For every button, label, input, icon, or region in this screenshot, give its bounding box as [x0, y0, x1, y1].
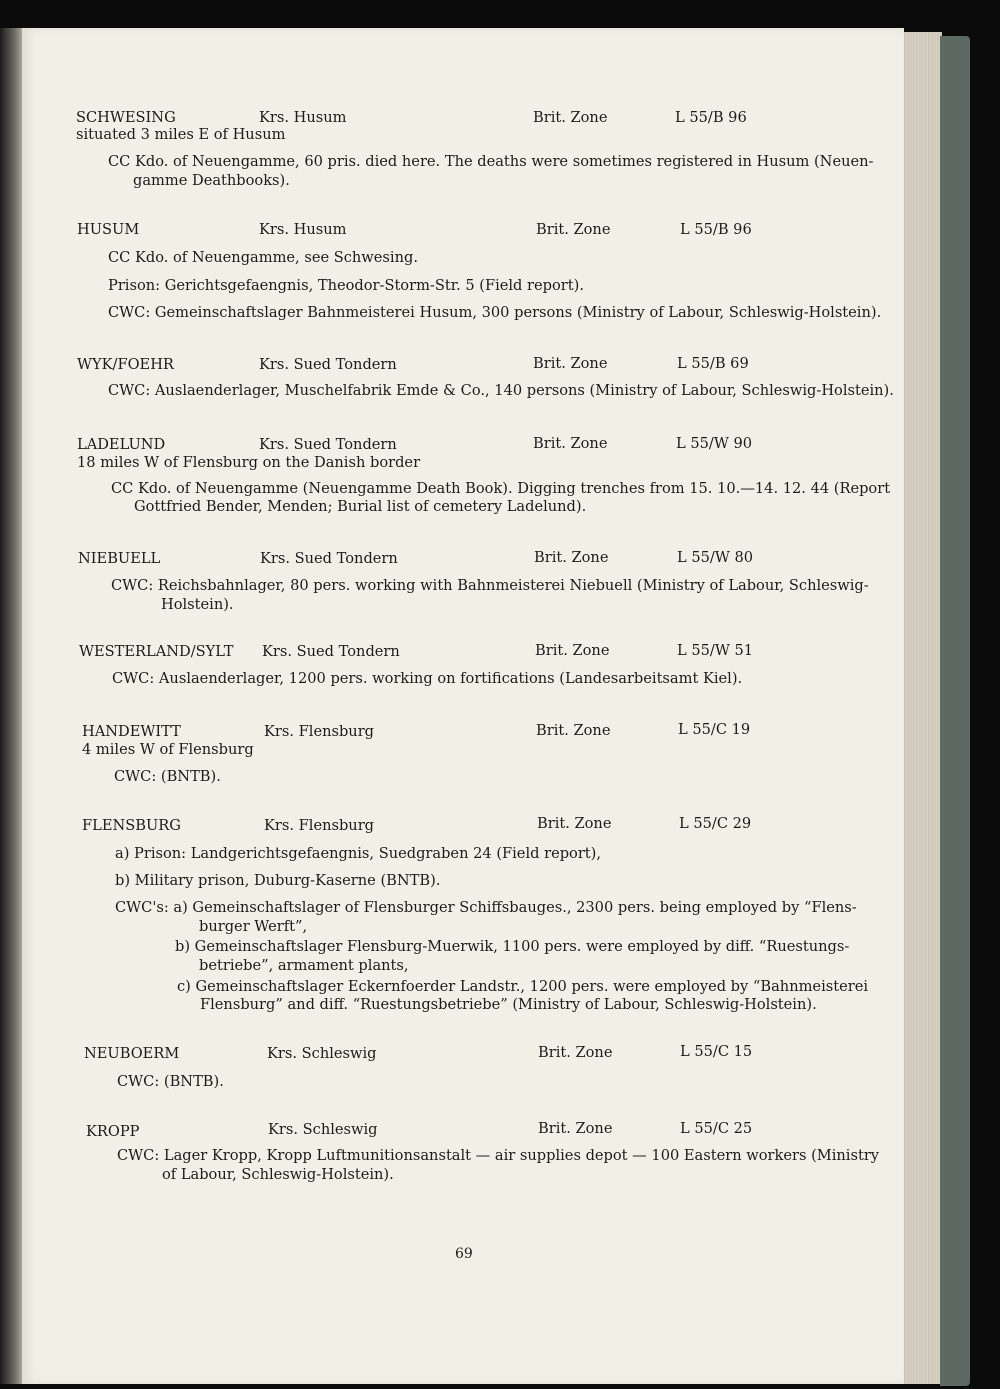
page-number: 69	[455, 1246, 473, 1262]
entry-place: WESTERLAND/SYLT	[79, 643, 234, 660]
entry-line: b) Military prison, Duburg-Kaserne (BNTB).	[115, 872, 441, 889]
entry-zone: Brit. Zone	[533, 355, 608, 372]
entry-location: situated 3 miles E of Husum	[76, 126, 286, 143]
entry-zone: Brit. Zone	[536, 722, 611, 739]
entry-line: CC Kdo. of Neuengamme, see Schwesing.	[108, 249, 418, 266]
entry-place: KROPP	[86, 1123, 140, 1140]
entry-zone: Brit. Zone	[533, 435, 608, 452]
entry-ref: L 55/W 51	[677, 642, 754, 659]
entry-ref: L 55/C 15	[680, 1043, 753, 1060]
entry-ref: L 55/W 90	[676, 435, 753, 452]
entry-district: Krs. Sued Tondern	[259, 356, 397, 373]
entry-line: Prison: Gerichtsgefaengnis, Theodor-Storm-Str. 5 (Field report).	[108, 277, 584, 294]
entry-ref: L 55/B 96	[680, 221, 752, 238]
entry-location: 18 miles W of Flensburg on the Danish border	[77, 454, 421, 471]
entry-line: a) Prison: Landgerichtsgefaengnis, Suedgraben 24 (Field report),	[115, 845, 602, 862]
entry-ref: L 55/B 69	[677, 355, 749, 372]
entry-line: CWC: Gemeinschaftslager Bahnmeisterei Husum, 300 persons (Ministry of Labour, Schleswig-Holstein).	[108, 304, 882, 321]
book-gutter	[0, 28, 24, 1384]
entry-district: Krs. Sued Tondern	[259, 436, 397, 453]
entry-line: Flensburg” and diff. “Ruestungsbetriebe” (Ministry of Labour, Schleswig-Holstein).	[200, 996, 817, 1013]
book-cover	[940, 36, 970, 1386]
entry-zone: Brit. Zone	[533, 109, 608, 126]
entry-place: WYK/FOEHR	[77, 356, 174, 373]
entry-line: CWC: Reichsbahnlager, 80 pers. working with Bahnmeisterei Niebuell (Ministry of Labour, Schleswig-	[111, 577, 869, 594]
entry-place: FLENSBURG	[82, 817, 181, 834]
entry-district: Krs. Schleswig	[267, 1045, 377, 1062]
entry-zone: Brit. Zone	[536, 221, 611, 238]
entry-line: CC Kdo. of Neuengamme (Neuengamme Death Book). Digging trenches from 15. 10.—14. 12. 44 (Report	[111, 480, 891, 497]
entry-line: CWC: Auslaenderlager, Muschelfabrik Emde & Co., 140 persons (Ministry of Labour, Schleswig-Holstein).	[108, 382, 894, 399]
entry-line: CWC: Lager Kropp, Kropp Luftmunitionsanstalt — air supplies depot — 100 Eastern workers (Ministry	[117, 1147, 880, 1164]
entry-district: Krs. Sued Tondern	[260, 550, 398, 567]
entry-line: CC Kdo. of Neuengamme, 60 pris. died here. The deaths were sometimes registered in Husum (Neuen-	[108, 153, 874, 170]
entry-place: HANDEWITT	[82, 723, 181, 740]
entry-zone: Brit. Zone	[535, 642, 610, 659]
entry-location: 4 miles W of Flensburg	[82, 741, 254, 758]
entry-place: HUSUM	[77, 221, 140, 238]
book-page	[22, 28, 904, 1384]
entry-zone: Brit. Zone	[538, 1120, 613, 1137]
entry-ref: L 55/W 80	[677, 549, 754, 566]
entry-line: c) Gemeinschaftslager Eckernfoerder Landstr., 1200 pers. were employed by “Bahnmeisterei	[177, 978, 869, 995]
entry-ref: L 55/C 19	[678, 721, 751, 738]
entry-district: Krs. Husum	[259, 109, 347, 126]
entry-zone: Brit. Zone	[534, 549, 609, 566]
entry-line: CWC: (BNTB).	[117, 1073, 224, 1090]
entry-line: CWC: Auslaenderlager, 1200 pers. working on fortifications (Landesarbeitsamt Kiel).	[112, 670, 743, 687]
entry-line: CWC's: a) Gemeinschaftslager of Flensburger Schiffsbauges., 2300 pers. being employed by “Flens-	[115, 899, 857, 916]
entry-line: betriebe”, armament plants,	[199, 957, 409, 974]
entry-ref: L 55/C 29	[679, 815, 752, 832]
entry-place: NEUBOERM	[84, 1045, 180, 1062]
entry-line: Gottfried Bender, Menden; Burial list of cemetery Ladelund).	[134, 498, 587, 515]
entry-line: of Labour, Schleswig-Holstein).	[162, 1166, 394, 1183]
entry-district: Krs. Husum	[259, 221, 347, 238]
entry-line: burger Werft”,	[199, 918, 308, 935]
entry-place: LADELUND	[77, 436, 166, 453]
entry-district: Krs. Flensburg	[264, 817, 375, 834]
page-edges	[902, 32, 942, 1384]
entry-zone: Brit. Zone	[538, 1044, 613, 1061]
entry-district: Krs. Sued Tondern	[262, 643, 400, 660]
entry-place: NIEBUELL	[78, 550, 161, 567]
entry-ref: L 55/C 25	[680, 1120, 753, 1137]
entry-line: b) Gemeinschaftslager Flensburg-Muerwik, 1100 pers. were employed by diff. “Ruestungs-	[175, 938, 850, 955]
entry-line: Holstein).	[161, 596, 234, 613]
entry-district: Krs. Schleswig	[268, 1121, 378, 1138]
entry-line: gamme Deathbooks).	[133, 172, 290, 189]
entry-zone: Brit. Zone	[537, 815, 612, 832]
entry-ref: L 55/B 96	[675, 109, 747, 126]
entry-district: Krs. Flensburg	[264, 723, 375, 740]
entry-line: CWC: (BNTB).	[114, 768, 221, 785]
entry-place: SCHWESING	[76, 109, 176, 126]
